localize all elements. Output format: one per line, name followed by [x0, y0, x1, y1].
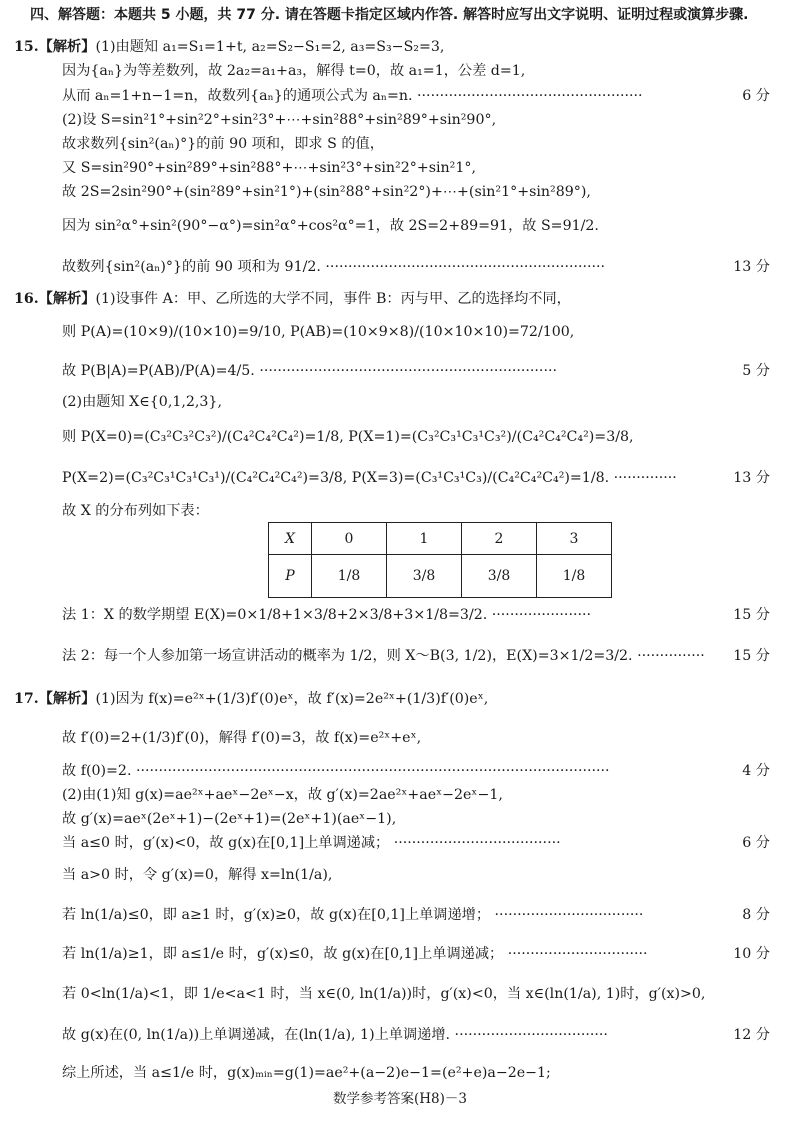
table-cell: 3 [537, 523, 612, 555]
q17-line-5: 故 g′(x)=aeˣ(2eˣ+1)−(2eˣ+1)=(2eˣ+1)(aeˣ−1), [62, 811, 397, 827]
q17-line-3: 故 f(0)=2. ········································································································· [62, 763, 610, 779]
q16-line-1: 16.【解析】(1)设事件 A：甲、乙所选的大学不同，事件 B：丙与甲、乙的选择均不同， [14, 291, 571, 307]
distribution-table [268, 522, 612, 598]
table-cell: 2 [462, 523, 537, 555]
table-cell: 1/8 [312, 555, 387, 598]
q17-score-5: 12 分 [733, 1027, 770, 1043]
q15-score-1: 6 分 [742, 88, 770, 104]
table-row [269, 555, 612, 598]
q17-line-10: 若 0<ln(1/a)<1，即 1/e<a<1 时，当 x∈(0, ln(1/a))时，g′(x)<0，当 x∈(ln(1/a), 1)时，g′(x)>0, [62, 986, 706, 1002]
q17-line-12: 综上所述，当 a≤1/e 时，g(x)ₘᵢₙ=g(1)=ae²+(a−2)e−1=(e²+e)a−2e−1; [62, 1065, 551, 1081]
table-cell: 1 [387, 523, 462, 555]
q15-score-2: 13 分 [733, 259, 770, 275]
q16-score-4: 15 分 [733, 648, 770, 664]
q17-score-1: 4 分 [742, 763, 770, 779]
page-footer: 数学参考答案(H8)－3 [333, 1091, 467, 1107]
q16-score-3: 15 分 [733, 607, 770, 623]
q17-line-6: 当 a≤0 时，g′(x)<0，故 g(x)在[0,1]上单调递减； ····································· [62, 835, 561, 851]
q16-line-5: 则 P(X=0)=(C₃²C₃²C₃²)/(C₄²C₄²C₄²)=1/8, P(X=1)=(C₃²C₃¹C₃¹C₃²)/(C₄²C₄²C₄²)=3/8, [62, 429, 634, 445]
q17-line-2: 故 f′(0)=2+(1/3)f′(0)，解得 f′(0)=3，故 f(x)=e²ˣ+eˣ, [62, 730, 422, 746]
q17-line-1: 17.【解析】(1)因为 f(x)=e²ˣ+(1/3)f′(0)eˣ，故 f′(x)=2e²ˣ+(1/3)f′(0)eˣ, [14, 691, 489, 707]
q17-line-8: 若 ln(1/a)≤0，即 a≥1 时，g′(x)≥0，故 g(x)在[0,1]上单调递增； ································· [62, 907, 644, 923]
q17-line-7: 当 a>0 时，令 g′(x)=0，解得 x=ln(1/a), [62, 867, 333, 883]
q16-tag: 16.【解析】 [14, 291, 96, 307]
q17-score-4: 10 分 [733, 946, 770, 962]
q16-line-4: (2)由题知 X∈{0,1,2,3}, [62, 394, 222, 410]
q16-line-2: 则 P(A)=(10×9)/(10×10)=9/10, P(AB)=(10×9×8)/(10×10×10)=72/100, [62, 324, 575, 340]
q16-line-9: 法 2：每一个人参加第一场宣讲活动的概率为 1/2，则 X～B(3, 1/2)，E(X)=3×1/2=3/2. ··············· [62, 648, 705, 664]
q15-line-7: 故 2S=2sin²90°+(sin²89°+sin²1°)+(sin²88°+sin²2°)+⋯+(sin²1°+sin²89°), [62, 184, 591, 200]
q16-line-3: 故 P(B|A)=P(AB)/P(A)=4/5. ·································································· [62, 363, 557, 379]
q15-line-8: 因为 sin²α°+sin²(90°−α°)=sin²α°+cos²α°=1，故 2S=2+89=91，故 S=91/2. [62, 218, 599, 234]
q15-tag: 15.【解析】 [14, 39, 96, 55]
table-cell: 0 [312, 523, 387, 555]
q17-tag: 17.【解析】 [14, 691, 96, 707]
q15-line-5: 故求数列{sin²(aₙ)°}的前 90 项和，即求 S 的值， [62, 136, 384, 152]
table-row [269, 523, 612, 555]
table-cell: 1/8 [537, 555, 612, 598]
q15-line-2: 因为{aₙ}为等差数列，故 2a₂=a₁+a₃，解得 t=0，故 a₁=1，公差 d=1, [62, 63, 526, 79]
q15-line-4: (2)设 S=sin²1°+sin²2°+sin²3°+⋯+sin²88°+sin²89°+sin²90°, [62, 112, 497, 128]
q15-line-9: 故数列{sin²(aₙ)°}的前 90 项和为 91/2. ······························································ [62, 259, 606, 275]
q16-line-7: 故 X 的分布列如下表： [62, 503, 209, 519]
q17-score-2: 6 分 [742, 835, 770, 851]
q16-line-6: P(X=2)=(C₃²C₃¹C₃¹C₃¹)/(C₄²C₄²C₄²)=3/8, P(X=3)=(C₃¹C₃¹C₃)/(C₄²C₄²C₄²)=1/8. ·············· [62, 470, 677, 486]
q15-line-6: 又 S=sin²90°+sin²89°+sin²88°+⋯+sin²3°+sin²2°+sin²1°, [62, 160, 476, 176]
q17-score-3: 8 分 [742, 907, 770, 923]
q17-line-9: 若 ln(1/a)≥1，即 a≤1/e 时，g′(x)≤0，故 g(x)在[0,1]上单调递减； ······························· [62, 946, 648, 962]
section-header: 四、解答题：本题共 5 小题，共 77 分. 请在答题卡指定区域内作答. 解答时应写出文字说明、证明过程或演算步骤. [30, 7, 749, 23]
q16-line-8: 法 1：X 的数学期望 E(X)=0×1/8+1×3/8+2×3/8+3×1/8=3/2. ······················ [62, 607, 591, 623]
table-cell: 3/8 [462, 555, 537, 598]
q16-score-1: 5 分 [742, 363, 770, 379]
q15-line-3: 从而 aₙ=1+n−1=n，故数列{aₙ}的通项公式为 aₙ=n. ·················································· [62, 88, 643, 104]
q17-line-11: 故 g(x)在(0, ln(1/a))上单调递减，在(ln(1/a), 1)上单调递增. ·································· [62, 1027, 608, 1043]
table-cell: P [269, 555, 312, 598]
q16-score-2: 13 分 [733, 470, 770, 486]
table-cell: X [269, 523, 312, 555]
table-cell: 3/8 [387, 555, 462, 598]
q15-line-1: 15.【解析】(1)由题知 a₁=S₁=1+t, a₂=S₂−S₁=2, a₃=S₃−S₂=3, [14, 39, 445, 55]
q17-line-4: (2)由(1)知 g(x)=ae²ˣ+aeˣ−2eˣ−x，故 g′(x)=2ae²ˣ+aeˣ−2eˣ−1, [62, 787, 503, 803]
